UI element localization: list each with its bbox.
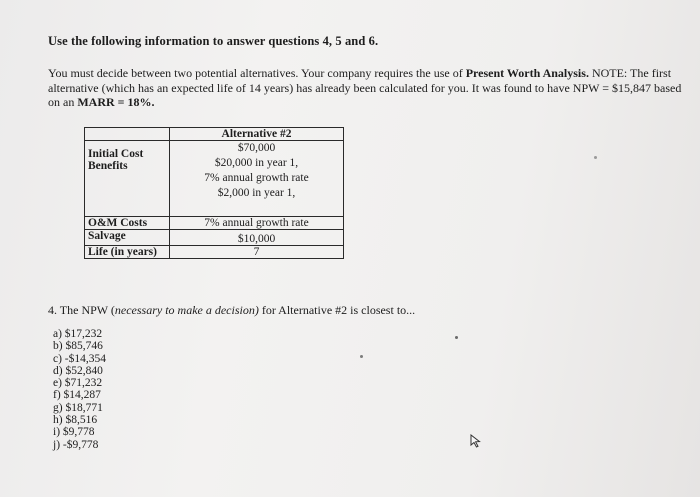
speck-dot [455, 336, 458, 339]
intro-bold-1: Present Worth Analysis. [465, 66, 589, 80]
om-line-2: 7% annual growth rate [170, 217, 344, 230]
initial-benefits-values [170, 141, 344, 217]
life-label: Life (in years) [85, 246, 170, 259]
salvage-label: Salvage [85, 230, 170, 246]
om-costs-label: O&M Costs [85, 217, 170, 230]
intro-bold-2: MARR = 18%. [77, 95, 155, 109]
option-j[interactable]: j) -$9,778 [53, 438, 99, 451]
table-corner-cell [85, 128, 170, 141]
option-g[interactable]: g) $18,771 [53, 401, 103, 414]
table-header-alternative-2: Alternative #2 [170, 128, 344, 141]
question-suffix: for Alternative #2 is closest to... [258, 303, 416, 317]
option-d[interactable]: d) $52,840 [53, 364, 103, 377]
initial-cost-value: $70,000 [237, 142, 276, 154]
speck-dot [594, 156, 597, 159]
option-a[interactable]: a) $17,232 [53, 328, 103, 340]
alternative-table [84, 127, 344, 259]
question-4 [48, 303, 415, 318]
question-italic: necessary to make a decision) [114, 303, 259, 317]
initial-benefits-labels [85, 141, 170, 217]
option-b[interactable]: b) $85,746 [53, 340, 103, 353]
problem-description [48, 66, 688, 110]
benefits-line-1: $20,000 in year 1, [214, 157, 299, 169]
table-row [85, 141, 344, 217]
speck-dot [360, 355, 363, 358]
salvage-value: $10,000 [170, 230, 344, 246]
mouse-pointer-icon [470, 434, 484, 448]
option-e[interactable]: e) $71,232 [53, 377, 103, 390]
intro-text-2: NOTE: The first alternative (which has an expected life of 14 years) has already been calculated for you. It was found to have NPW = $15,847 based on an [48, 66, 682, 109]
table-row [85, 128, 344, 141]
answer-options [53, 328, 106, 451]
life-value: 7 [170, 246, 344, 259]
table-row [85, 230, 344, 246]
table-row [85, 217, 344, 230]
initial-cost-label: Initial Cost [88, 148, 144, 160]
option-f[interactable]: f) $14,287 [53, 389, 101, 402]
om-line-1: $2,000 in year 1, [217, 187, 296, 199]
question-prefix: 4. The NPW ( [48, 303, 115, 317]
benefits-label: Benefits [88, 160, 128, 172]
benefits-line-2: 7% annual growth rate [204, 172, 309, 184]
instructions-heading: Use the following information to answer questions 4, 5 and 6. [48, 34, 379, 48]
option-i[interactable]: i) $9,778 [53, 426, 95, 439]
intro-text-1: You must decide between two potential alternatives. Your company requires the use of [48, 66, 466, 80]
table-row [85, 246, 344, 259]
option-h[interactable]: h) $8,516 [53, 414, 98, 427]
option-c[interactable]: c) -$14,354 [53, 352, 107, 365]
